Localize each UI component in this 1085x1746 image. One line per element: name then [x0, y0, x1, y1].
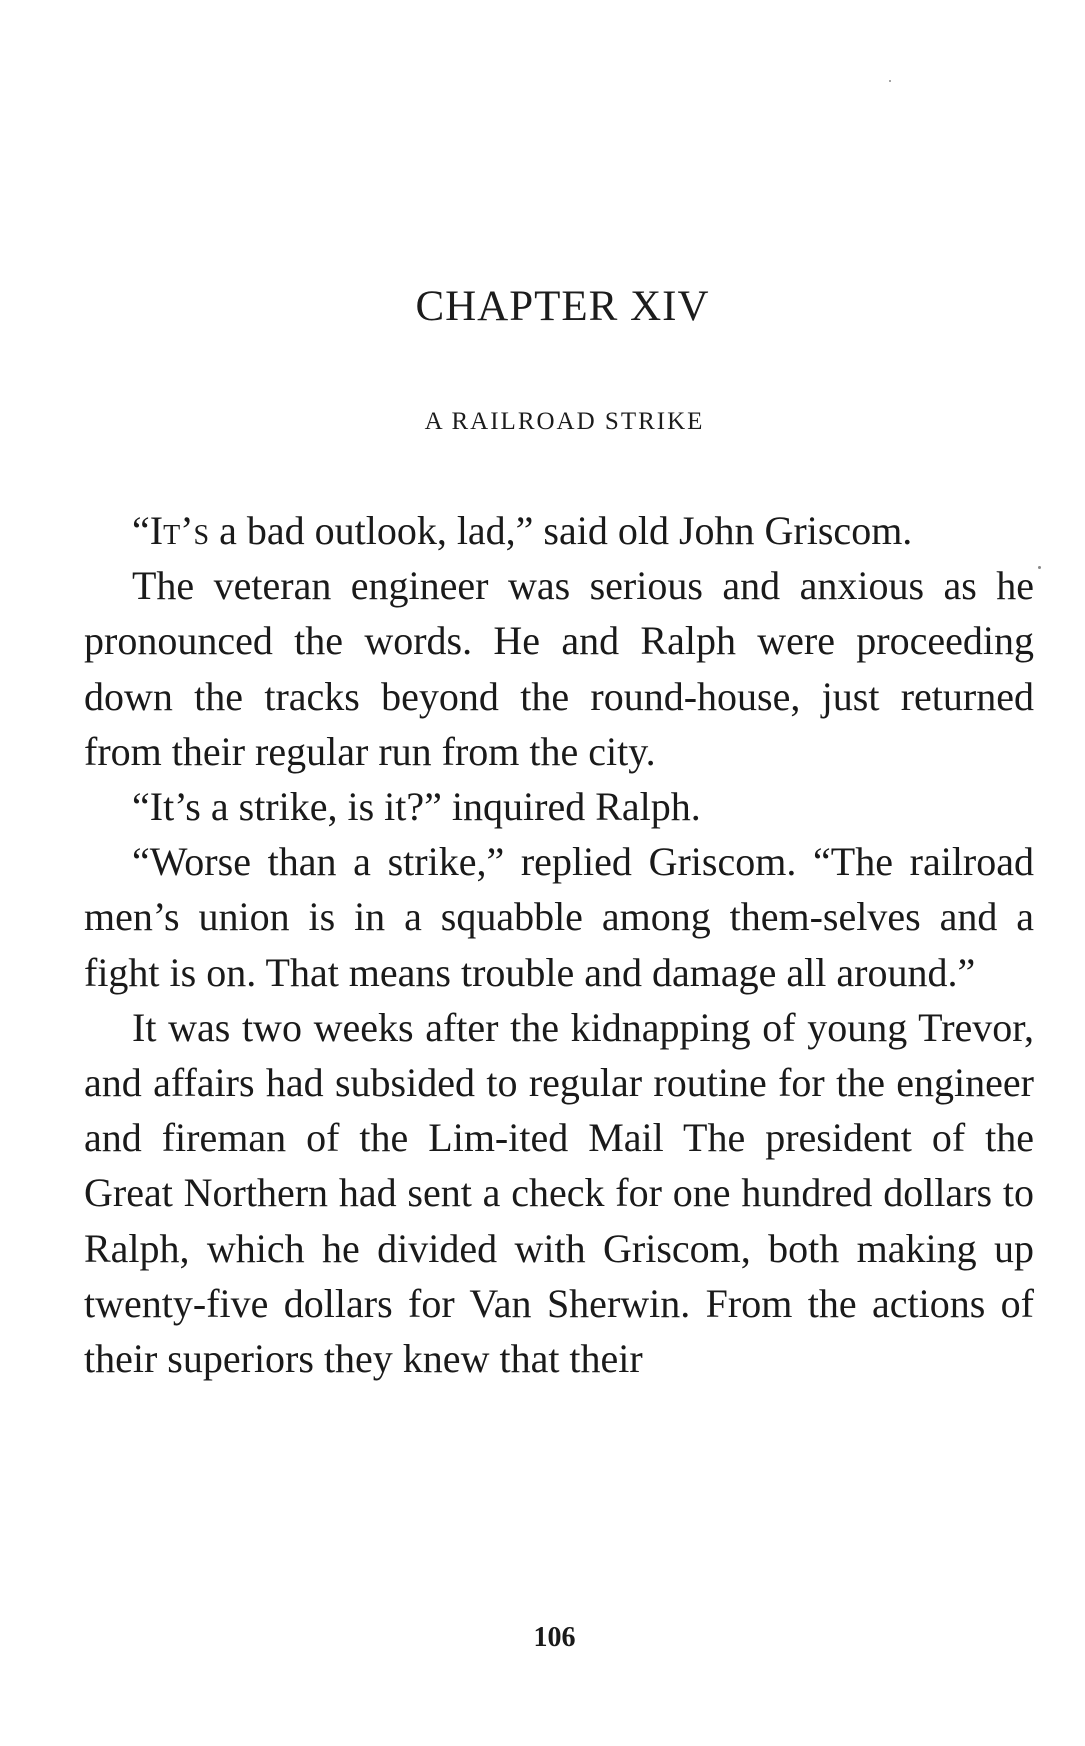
chapter-subtitle: A RAILROAD STRIKE — [424, 408, 705, 435]
paragraph-text: It was two weeks after the kidnapping of young Trevor, and affairs had subsided to regular routine for the engineer and fireman of the Lim-ited Mail The president of the Great Northern had sent a check for one hundred dollars to Ralph, which he divided with Griscom, both making up twenty-five dollars for Van Sherwin. From the actions of their superiors they knew that their — [84, 1004, 1034, 1382]
scan-speck — [889, 80, 891, 82]
body-text — [84, 503, 1034, 1386]
paragraph-1 — [84, 503, 1034, 558]
paragraph-5 — [84, 1000, 1034, 1386]
chapter-heading: CHAPTER XIV — [415, 283, 710, 330]
paragraph-text: The veteran engineer was serious and anxious as he pronounced the words. He and Ralph were proceeding down the tracks beyond the round-house, just returned from their regular run from the city. — [84, 563, 1034, 774]
paragraph-text: “Worse than a strike,” replied Griscom. “The railroad men’s union is in a squabble among them-selves and a fight is on. That means trouble and damage all around.” — [84, 839, 1034, 995]
paragraph-3 — [84, 779, 1034, 834]
scan-speck — [1038, 566, 1041, 569]
paragraph-text: a bad outlook, lad,” said old John Griscom. — [209, 508, 913, 553]
page-number: 106 — [533, 1622, 576, 1653]
paragraph-4 — [84, 834, 1034, 1000]
paragraph-text: “It’s a strike, is it?” inquired Ralph. — [132, 784, 701, 830]
paragraph-lead-word: “It’s — [132, 508, 210, 553]
paragraph-2 — [84, 558, 1034, 779]
